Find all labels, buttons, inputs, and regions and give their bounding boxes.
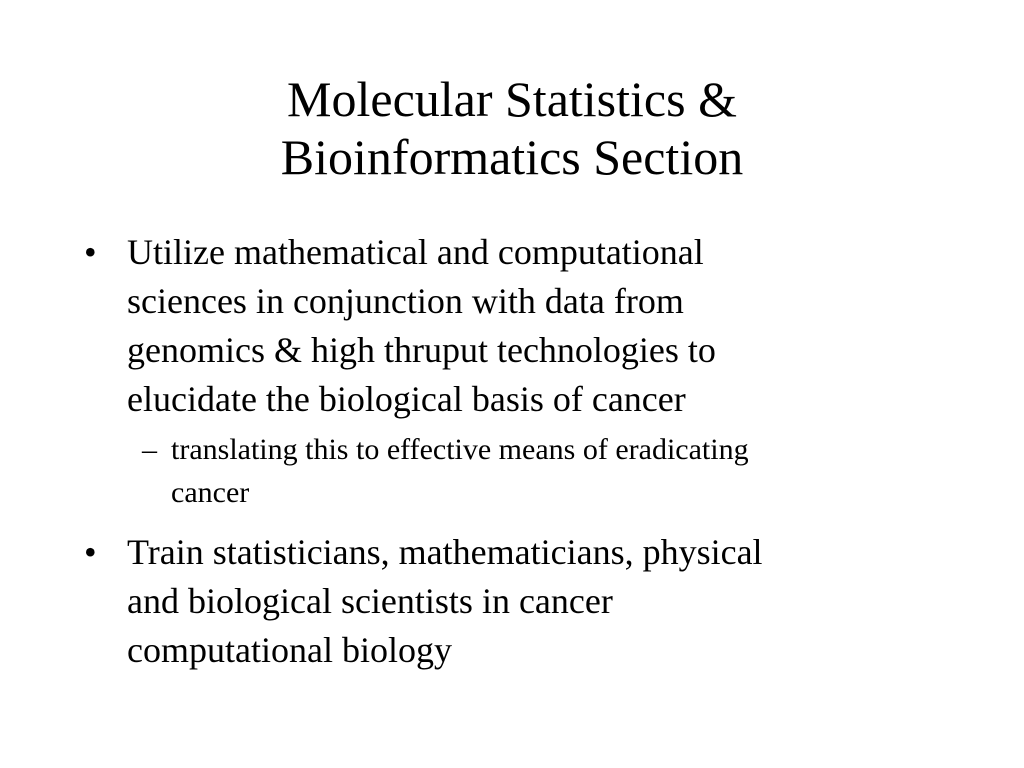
slide-body bbox=[84, 228, 964, 687]
title-line-1: Molecular Statistics & bbox=[287, 71, 737, 127]
bullet-1-line-2: sciences in conjunction with data from bbox=[127, 281, 684, 321]
bullet-2-line-1: Train statisticians, mathematicians, physical bbox=[127, 532, 763, 572]
bullet-1 bbox=[84, 228, 964, 424]
bullet-1-line-3: genomics & high thruput technologies to bbox=[127, 330, 716, 370]
bullet-marker: • bbox=[84, 232, 97, 272]
bullet-2-line-3: computational biology bbox=[127, 630, 452, 670]
sub-bullet-1-line-2: cancer bbox=[171, 476, 250, 509]
sub-bullet-1 bbox=[84, 428, 964, 514]
bullet-1-line-4: elucidate the biological basis of cancer bbox=[127, 379, 686, 419]
title-line-2: Bioinformatics Section bbox=[280, 129, 744, 185]
bullet-1-line-1: Utilize mathematical and computational bbox=[127, 232, 704, 272]
bullet-marker: • bbox=[84, 532, 97, 572]
sub-bullet-marker: – bbox=[142, 433, 157, 466]
slide-title bbox=[80, 70, 944, 186]
bullet-2-line-2: and biological scientists in cancer bbox=[127, 581, 613, 621]
sub-bullet-1-line-1: translating this to effective means of eradicating bbox=[171, 433, 749, 466]
bullet-2 bbox=[84, 528, 964, 675]
